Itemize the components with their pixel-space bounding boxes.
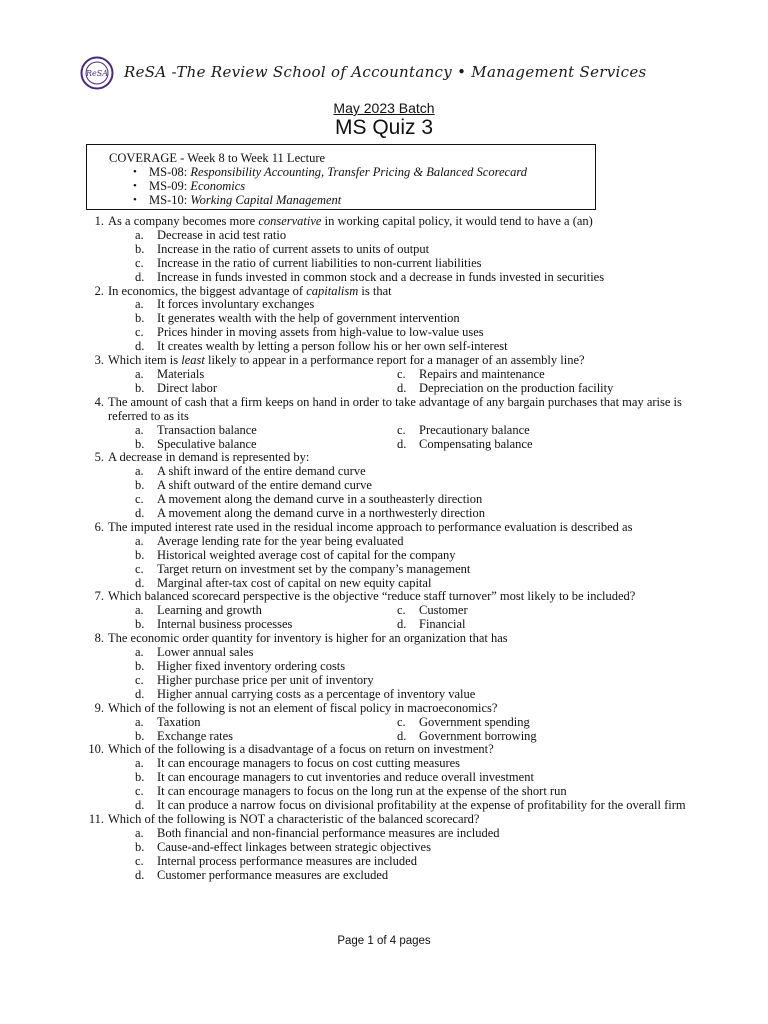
answer-option: b. It can encourage managers to cut inventories and reduce overall investment [135,770,534,785]
answer-option: b. Internal business processes [135,617,293,632]
question-text: The imputed interest rate used in the residual income approach to performance evaluation is described as [108,519,633,534]
question-text: Which of the following is a disadvantage of a focus on return on investment? [108,742,494,757]
answer-option: a. Taxation [135,714,201,729]
question-1 [86,215,716,285]
answer-option: d. It creates wealth by letting a person follow his or her own self-interest [135,339,508,354]
coverage-heading: COVERAGE - Week 8 to Week 11 Lecture [109,151,326,165]
answer-option: b. Direct labor [135,380,218,395]
answer-option: a. It forces involuntary exchanges [135,297,315,312]
question-text: Which of the following is NOT a characteristic of the balanced scorecard? [108,811,480,826]
school-logo-icon [80,56,114,90]
question-text: Which of the following is not an element of fiscal policy in macroeconomics? [108,700,498,715]
question-number: 8. [94,631,104,646]
answer-option: b. Cause-and-effect linkages between strategic objectives [135,839,431,854]
question-number: 6. [94,519,104,534]
answer-option: c. Target return on investment set by the company’s management [135,561,471,576]
question-number: 5. [94,450,104,465]
answer-option: a. Decrease in acid test ratio [135,227,287,242]
answer-option: d. Depreciation on the production facility [397,380,614,395]
question-6 [86,521,716,591]
answer-option: c. Precautionary balance [397,422,530,437]
answer-option: d. Financial [397,617,466,632]
answer-option: a. It can encourage managers to focus on cost cutting measures [135,756,461,771]
answer-option: d. Marginal after-tax cost of capital on new equity capital [135,575,432,590]
question-text: As a company becomes more conservative in working capital policy, it would tend to have a (an) [108,214,593,228]
answer-option: b. It generates wealth with the help of government intervention [135,311,460,326]
answer-option: c. It can encourage managers to focus on the long run at the expense of the short run [135,784,567,799]
answer-option: d. It can produce a narrow focus on divisional profitability at the expense of profitability for the overall firm [135,798,686,813]
question-number: 11. [88,811,104,826]
answer-option: a. Materials [135,366,205,381]
answer-option: a. Learning and growth [135,603,262,618]
quiz-title: MS Quiz 3 [334,116,434,139]
batch-label: May 2023 Batch [333,100,435,116]
question-3 [86,354,716,396]
question-text: In economics, the biggest advantage of capitalism is that [108,283,392,298]
question-text: The amount of cash that a firm keeps on hand in order to take advantage of any bargain purchases that may arise is referred to as its [108,394,682,423]
question-text: Which balanced scorecard perspective is the objective “reduce staff turnover” most likely to be included? [108,589,636,604]
answer-option: a. Lower annual sales [135,645,254,660]
coverage-item: • MS-10: Working Capital Management [133,193,595,207]
answer-option: c. Prices hinder in moving assets from high-value to low-value uses [135,325,484,340]
answer-option: c. Repairs and maintenance [397,366,545,381]
answer-option: d. Increase in funds invested in common stock and a decrease in funds invested in securities [135,269,605,284]
question-2 [86,285,716,355]
answer-option: c. Customer [397,603,468,618]
page-footer: Page 1 of 4 pages [337,935,431,947]
question-text: A decrease in demand is represented by: [108,450,310,465]
answer-option: b. A shift outward of the entire demand curve [135,478,372,493]
answer-option: a. Both financial and non-financial performance measures are included [135,825,500,840]
answer-option: b. Exchange rates [135,728,234,743]
answer-option: c. A movement along the demand curve in a southeasterly direction [135,492,483,507]
question-4 [86,396,716,452]
answer-option: d. Compensating balance [397,436,533,451]
question-number: 10. [88,742,104,757]
answer-option: b. Increase in the ratio of current assets to units of output [135,241,430,256]
question-text: Which item is least likely to appear in a performance report for a manager of an assembly line? [108,353,585,368]
answer-option: c. Internal process performance measures are included [135,853,417,868]
question-11 [86,813,716,883]
answer-option: c. Government spending [397,714,530,729]
answer-option: d. Higher annual carrying costs as a percentage of inventory value [135,686,476,701]
question-number: 1. [94,214,104,228]
header [80,56,690,92]
coverage-item: • MS-08: Responsibility Accounting, Transfer Pricing & Balanced Scorecard [133,165,595,179]
question-number: 3. [94,353,104,368]
question-text: The economic order quantity for inventory is higher for an organization that has [108,631,508,646]
question-7 [86,590,716,632]
school-name: ReSA -The Review School of Accountancy • Management Services [124,63,647,81]
coverage-box [86,144,596,210]
question-8 [86,632,716,702]
question-number: 9. [94,700,104,715]
question-5 [86,451,716,521]
answer-option: a. Transaction balance [135,422,257,437]
answer-option: b. Higher fixed inventory ordering costs [135,659,346,673]
question-number: 2. [94,283,104,298]
question-10 [86,743,716,813]
question-number: 4. [94,394,104,409]
question-list [86,215,716,883]
answer-option: d. Government borrowing [397,728,537,743]
coverage-item: • MS-09: Economics [133,179,595,193]
answer-option: a. A shift inward of the entire demand curve [135,464,366,479]
coverage-list [133,165,595,207]
question-9 [86,702,716,744]
answer-option: c. Increase in the ratio of current liabilities to non-current liabilities [135,255,482,270]
answer-option: b. Speculative balance [135,436,257,451]
answer-option: d. Customer performance measures are excluded [135,867,389,882]
answer-option: c. Higher purchase price per unit of inventory [135,672,374,687]
answer-option: a. Average lending rate for the year being evaluated [135,533,404,548]
answer-option: b. Historical weighted average cost of capital for the company [135,547,456,562]
answer-option: d. A movement along the demand curve in a northwesterly direction [135,506,486,521]
question-number: 7. [94,589,104,604]
logo-text: ReSA [85,69,109,78]
